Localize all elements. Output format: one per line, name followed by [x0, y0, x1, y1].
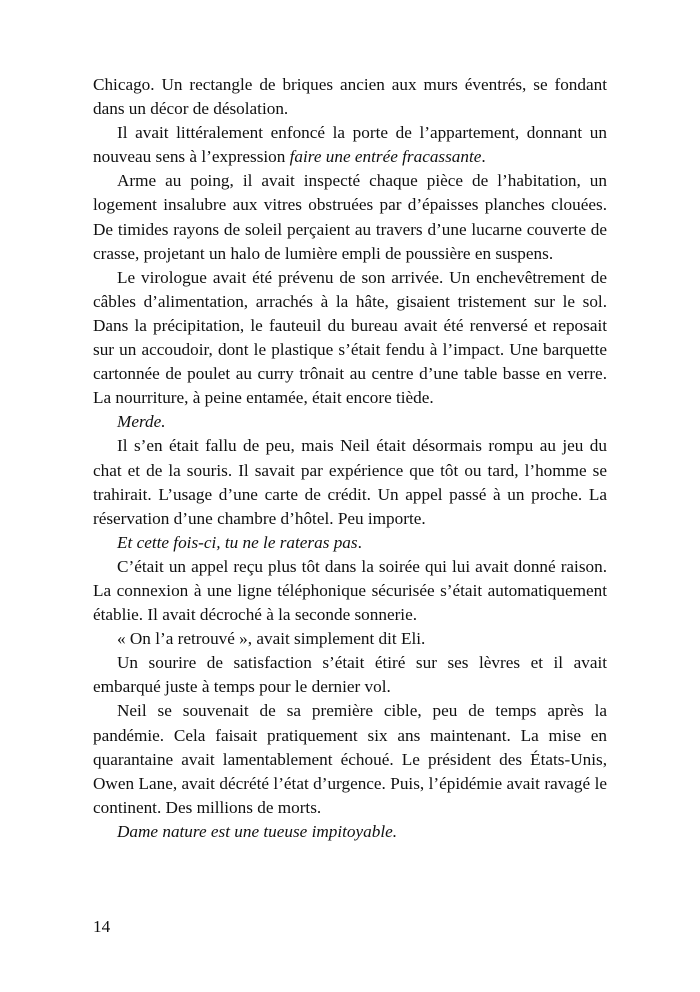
- paragraph-text: Il avait littéralement enfoncé la porte de l’appartement, donnant un nouveau sens à l’expression: [93, 123, 607, 167]
- paragraph-7: [93, 531, 607, 555]
- paragraph-8: [93, 555, 607, 627]
- paragraph-text: Il s’en était fallu de peu, mais Neil était désormais rompu au jeu du chat et de la souris. Il savait par expérience que tôt ou tard, l’homme se trahirait. L’usage d’une carte de crédit. Un appel passé à un proche. La réservation d’une chambre d’hôtel. Peu importe.: [93, 436, 607, 528]
- italic-thought: Et cette fois-ci, tu ne le rateras pas: [117, 532, 358, 552]
- paragraph-punctuation: .: [481, 147, 486, 167]
- paragraph-3: [93, 169, 607, 265]
- italic-phrase: faire une entrée fracassante: [289, 147, 482, 167]
- paragraph-text: Chicago. Un rectangle de briques ancien aux murs éventrés, se fondant dans un décor de désolation.: [93, 75, 607, 119]
- paragraph-6: [93, 434, 607, 530]
- paragraph-text: Arme au poing, il avait inspecté chaque pièce de l’habitation, un logement insalubre aux vitres obstruées par d’épaisses planches clouées. De timides rayons de soleil perçaient au travers d’une lucarne couverte de crasse, projetant un halo de lumière empli de poussière en suspens.: [93, 171, 607, 263]
- page-number: 14: [93, 917, 111, 936]
- paragraph-10: [93, 651, 607, 699]
- paragraph-text: Un sourire de satisfaction s’était étiré sur ses lèvres et il avait embarqué juste à temps pour le dernier vol.: [93, 653, 607, 697]
- paragraph-1: [93, 73, 607, 121]
- italic-thought: Dame nature est une tueuse impitoyable.: [117, 821, 398, 841]
- paragraph-9: [93, 627, 607, 651]
- paragraph-punctuation: .: [357, 532, 362, 552]
- paragraph-text: Le virologue avait été prévenu de son arrivée. Un enchevêtrement de câbles d’alimentation, arrachés à la hâte, gisaient tristement sur le sol. Dans la précipitation, le fauteuil du bureau avait été renversé et reposait sur un accoudoir, dont le plastique s’était fendu à l’impact. Une barquette cartonnée de poulet au curry trônait au centre d’une table basse en verre. La nourriture, à peine entamée, était encore tiède.: [93, 267, 607, 408]
- paragraph-2: [93, 121, 607, 169]
- page-body: [93, 73, 607, 844]
- italic-thought: Merde.: [117, 412, 166, 432]
- paragraph-text: C’était un appel reçu plus tôt dans la soirée qui lui avait donné raison. La connexion à une ligne téléphonique sécurisée s’était automatiquement établie. Il avait décroché à la seconde sonnerie.: [93, 556, 607, 625]
- paragraph-11: [93, 699, 607, 819]
- paragraph-4: [93, 266, 607, 411]
- paragraph-text: « On l’a retrouvé », avait simplement dit Eli.: [117, 629, 426, 649]
- paragraph-text: Neil se souvenait de sa première cible, peu de temps après la pandémie. Cela faisait pratiquement six ans maintenant. La mise en quarantaine avait lamentablement échoué. Le président des États-Unis, Owen Lane, avait décrété l’état d’urgence. Puis, l’épidémie avait ravagé le continent. Des millions de morts.: [93, 701, 607, 817]
- paragraph-12: [93, 820, 607, 844]
- paragraph-5: [93, 410, 607, 434]
